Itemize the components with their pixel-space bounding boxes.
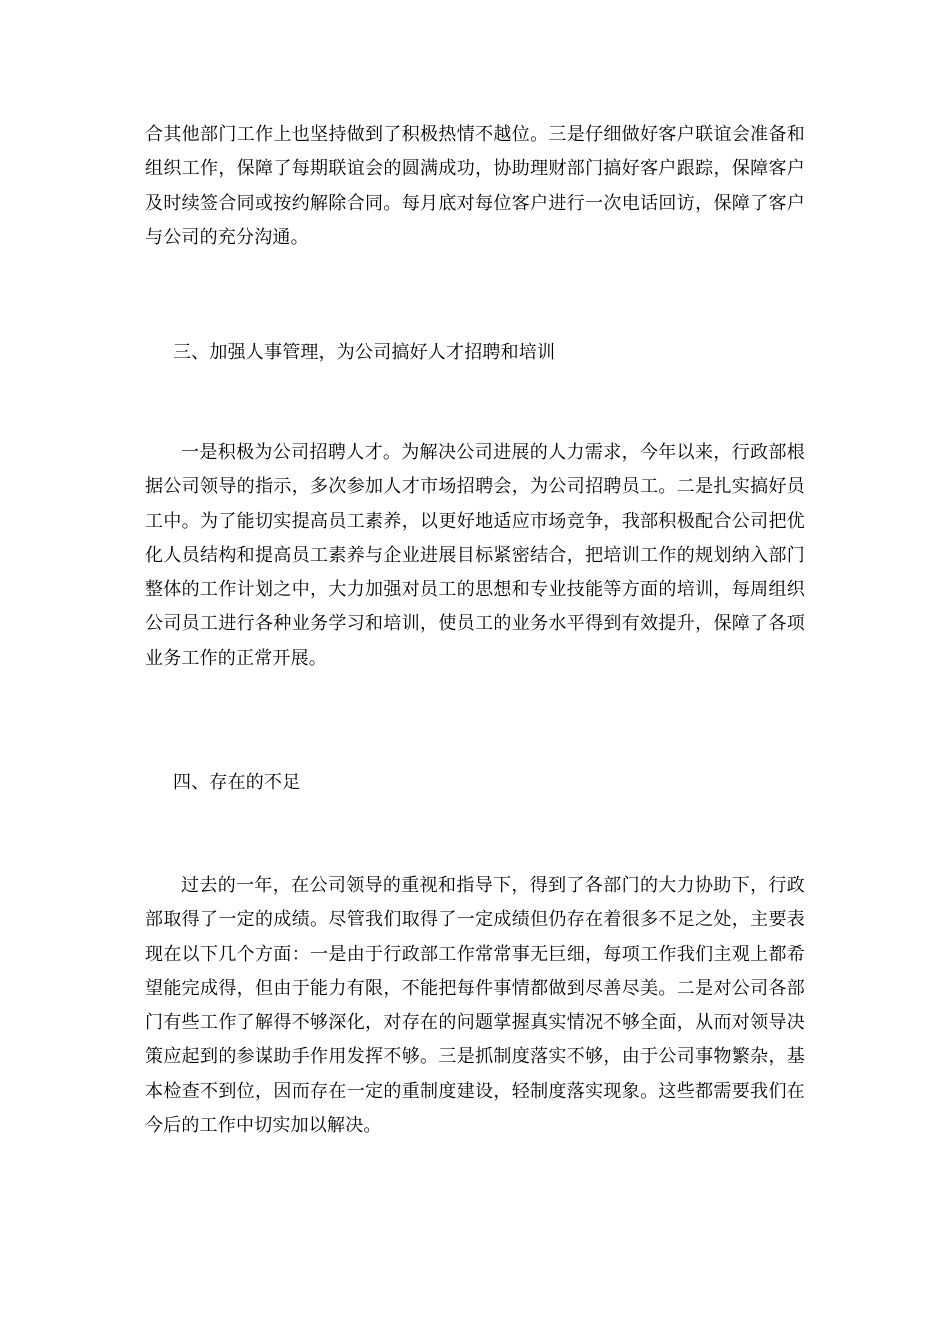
body-paragraph-recruitment: 一是积极为公司招聘人才。为解决公司进展的人力需求，今年以来，行政部根据公司领导的指示，多次参加人才市场招聘会，为公司招聘员工。二是扎实搞好员工中。为了能切实提高员工素养，以更好地适应市场竞争，我部积极配合公司把优化人员结构和提高员工素养与企业进展目标紧密结合，把培训工作的规划纳入部门整体的工作计划之中，大力加强对员工的思想和专业技能等方面的培训，每周组织公司员工进行各种业务学习和培训，使员工的业务水平得到有效提升，保障了各项业务工作的正常开展。: [145, 442, 805, 669]
section-heading-4: 四、存在的不足: [173, 772, 301, 793]
body-paragraph-continued: 合其他部门工作上也坚持做到了积极热情不越位。三是仔细做好客户联谊会准备和组织工作，保障了每期联谊会的圆满成功，协助理财部门搞好客户跟踪，保障客户及时续签合同或按约解除合同。每月底对每位客户进行一次电话回访，保障了客户与公司的充分沟通。: [145, 124, 805, 248]
body-paragraph-shortcomings: 过去的一年，在公司领导的重视和指导下，得到了各部门的大力协助下，行政部取得了一定的成绩。尽管我们取得了一定成绩但仍存在着很多不足之处，主要表现在以下几个方面：一是由于行政部工作常常事无巨细，每项工作我们主观上都希望能完成得，但由于能力有限，不能把每件事情都做到尽善尽美。二是对公司各部门有些工作了解得不够深化，对存在的问题掌握真实情况不够全面，从而对领导决策应起到的参谋助手作用发挥不够。三是抓制度落实不够，由于公司事物繁杂，基本检查不到位，因而存在一定的重制度建设，轻制度落实现象。这些都需要我们在今后的工作中切实加以解决。: [145, 875, 805, 1137]
section-heading-3: 三、加强人事管理，为公司搞好人才招聘和培训: [173, 342, 556, 363]
